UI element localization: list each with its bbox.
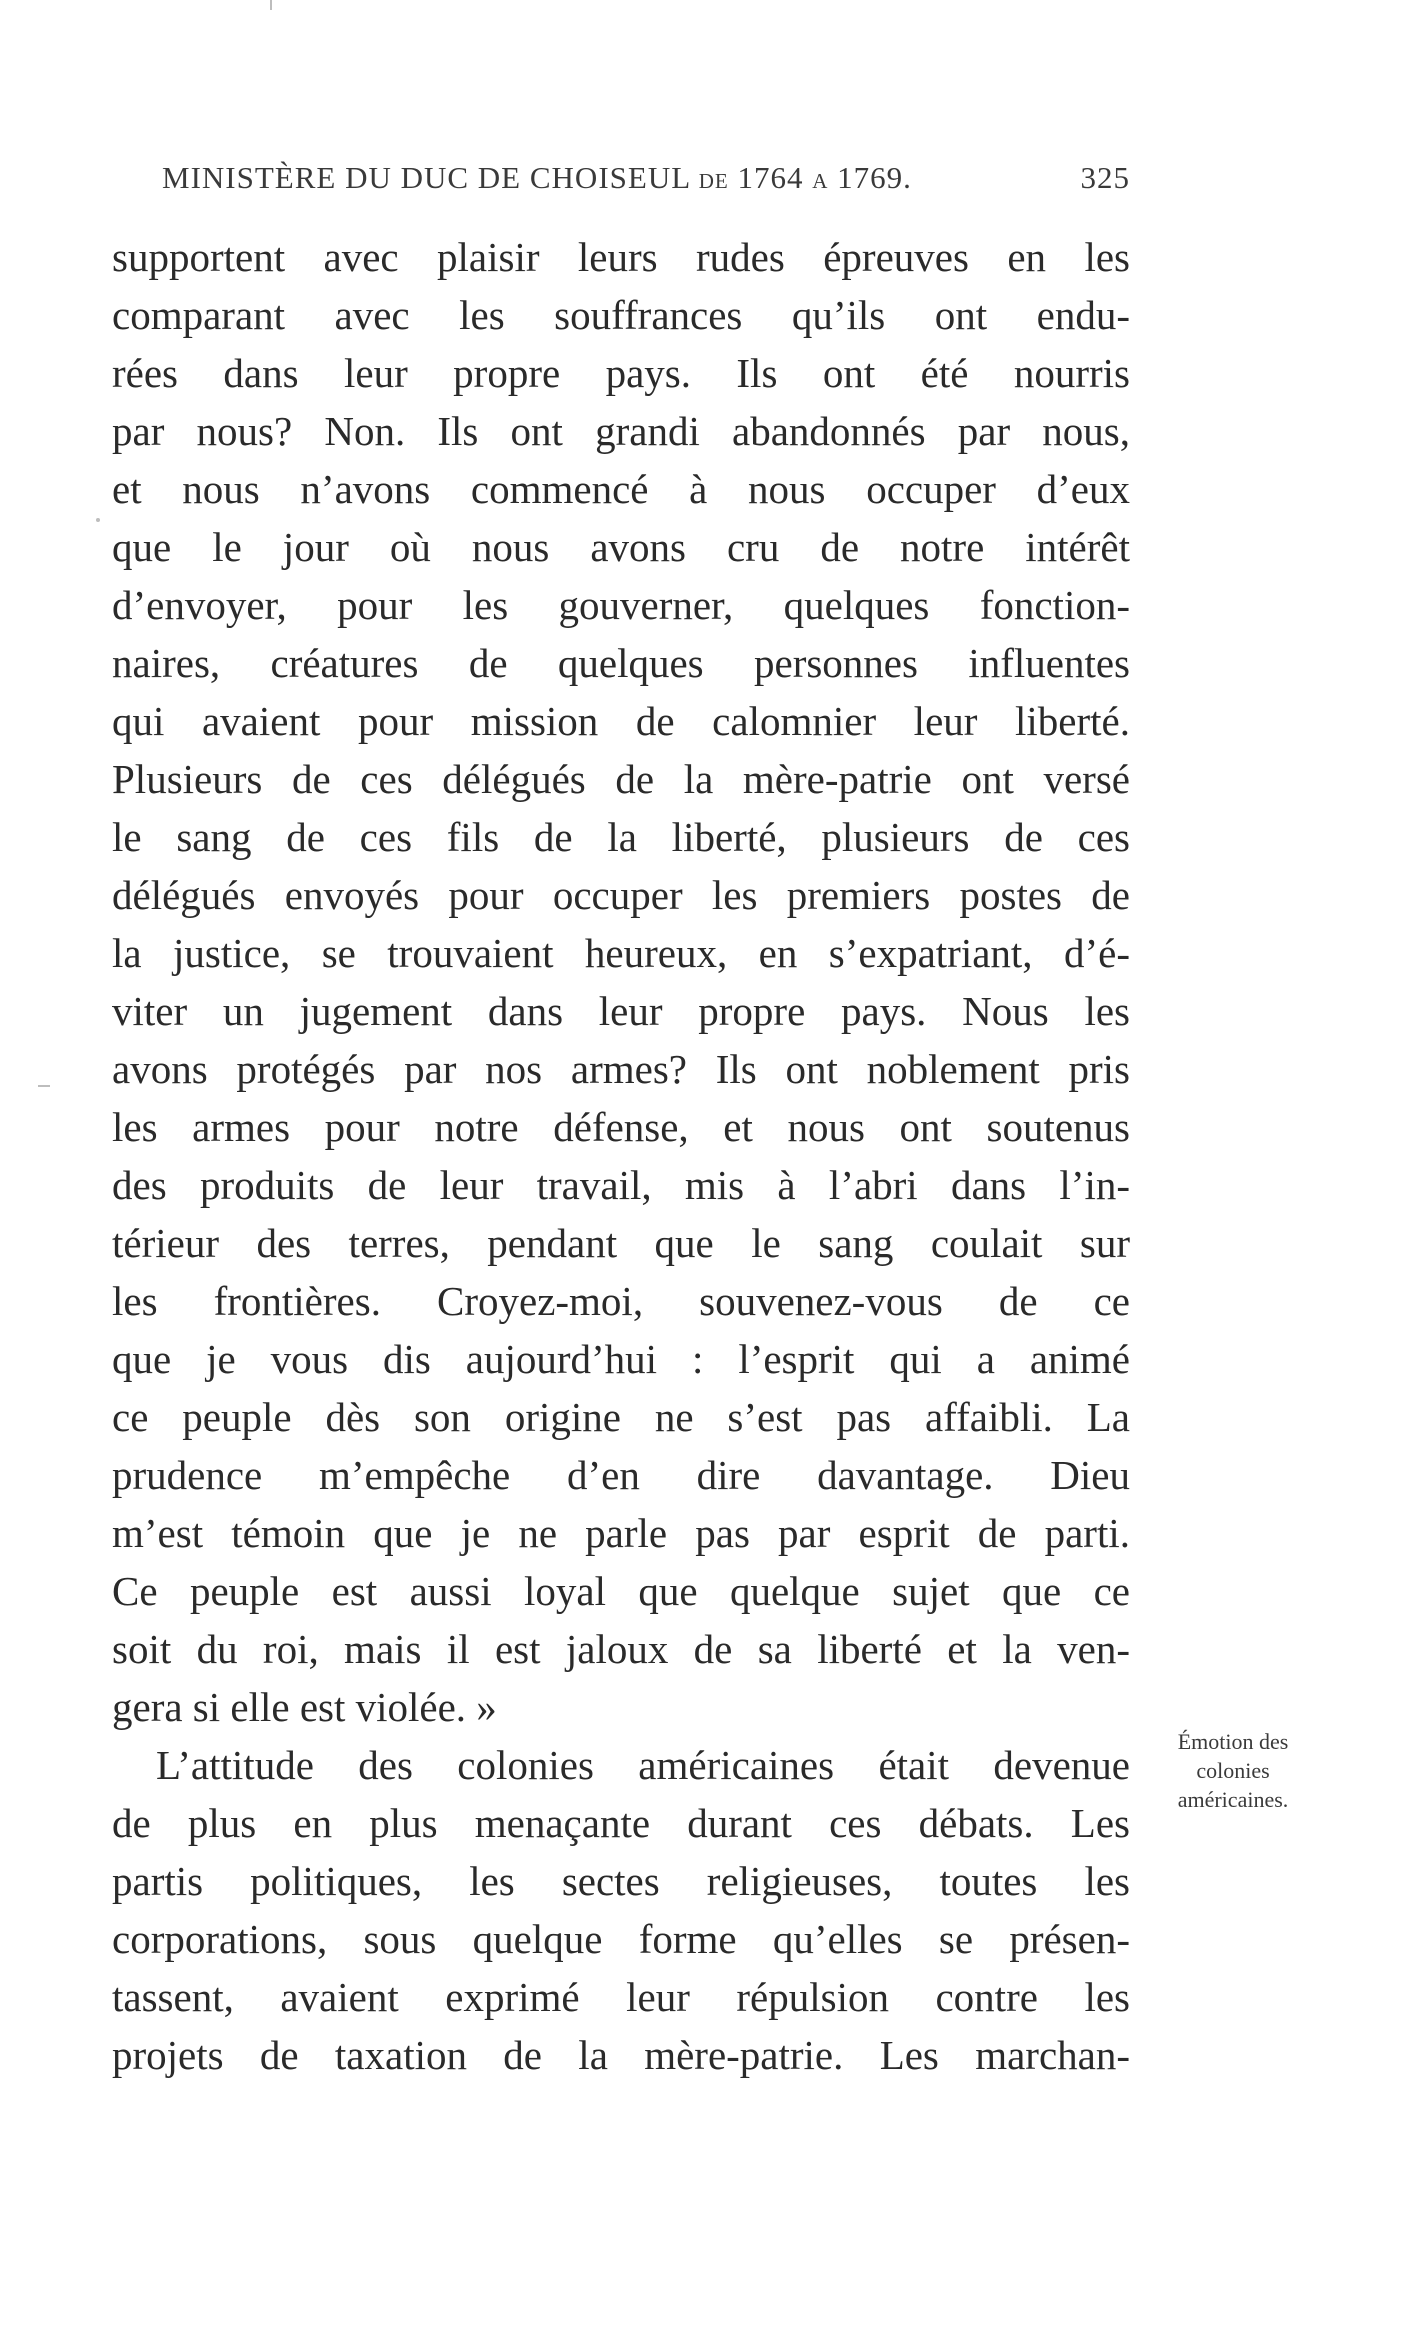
title-year-end: 1769. <box>828 160 912 195</box>
text-line: d’envoyer, pour les gouverner, quelques fonction- <box>112 582 1130 628</box>
text-line: viter un jugement dans leur propre pays. Nous les <box>112 988 1130 1034</box>
text-line: rées dans leur propre pays. Ils ont été nourris <box>112 350 1130 396</box>
text-line: partis politiques, les sectes religieuses, toutes les <box>112 1858 1130 1904</box>
margin-note-line: colonies <box>1196 1758 1270 1783</box>
title-main: MINISTÈRE DU DUC DE CHOISEUL <box>162 160 699 195</box>
text-line: corporations, sous quelque forme qu’elles se présen- <box>112 1916 1130 1962</box>
text-line: m’est témoin que je ne parle pas par esprit de parti. <box>112 1510 1130 1556</box>
text-line: soit du roi, mais il est jaloux de sa liberté et la ven- <box>112 1626 1130 1672</box>
text-line: supportent avec plaisir leurs rudes épreuves en les <box>112 234 1130 280</box>
body-text <box>112 228 1130 2084</box>
text-line: comparant avec les souffrances qu’ils ont endu- <box>112 292 1130 338</box>
paragraph-start-line: L’attitude des colonies américaines était devenue <box>156 1742 1130 1788</box>
text-line: par nous? Non. Ils ont grandi abandonnés par nous, <box>112 408 1130 454</box>
title-a: A <box>812 169 829 193</box>
margin-note-line: Émotion des <box>1177 1729 1289 1754</box>
page-number: 325 <box>1080 160 1130 195</box>
title-year-start: 1764 <box>728 160 813 195</box>
title-de: DE <box>698 169 729 193</box>
scan-speck <box>270 0 272 10</box>
text-line: térieur des terres, pendant que le sang coulait sur <box>112 1220 1130 1266</box>
text-line: Ce peuple est aussi loyal que quelque sujet que ce <box>112 1568 1130 1614</box>
margin-note-line: américaines. <box>1177 1787 1289 1812</box>
margin-note <box>1148 1727 1318 1814</box>
text-line: le sang de ces fils de la liberté, plusieurs de ces <box>112 814 1130 860</box>
running-head-title <box>162 160 912 196</box>
text-line: la justice, se trouvaient heureux, en s’expatriant, d’é- <box>112 930 1130 976</box>
text-line: avons protégés par nos armes? Ils ont noblement pris <box>112 1046 1130 1092</box>
text-line: naires, créatures de quelques personnes influentes <box>112 640 1130 686</box>
text-line: qui avaient pour mission de calomnier leur liberté. <box>112 698 1130 744</box>
text-line: gera si elle est violée. » <box>112 1684 497 1730</box>
text-line: Plusieurs de ces délégués de la mère-patrie ont versé <box>112 756 1130 802</box>
text-line: projets de taxation de la mère-patrie. Les marchan- <box>112 2032 1130 2078</box>
text-line: que je vous dis aujourd’hui : l’esprit qui a animé <box>112 1336 1130 1382</box>
text-line: de plus en plus menaçante durant ces débats. Les <box>112 1800 1130 1846</box>
text-line: que le jour où nous avons cru de notre intérêt <box>112 524 1130 570</box>
running-head <box>162 160 1130 206</box>
text-line: ce peuple dès son origine ne s’est pas affaibli. La <box>112 1394 1130 1440</box>
text-line: des produits de leur travail, mis à l’abri dans l’in- <box>112 1162 1130 1208</box>
text-line: délégués envoyés pour occuper les premiers postes de <box>112 872 1130 918</box>
text-line: les frontières. Croyez-moi, souvenez-vous de ce <box>112 1278 1130 1324</box>
text-line: les armes pour notre défense, et nous ont soutenus <box>112 1104 1130 1150</box>
text-line: et nous n’avons commencé à nous occuper d’eux <box>112 466 1130 512</box>
text-line: tassent, avaient exprimé leur répulsion contre les <box>112 1974 1130 2020</box>
scan-speck <box>96 518 100 522</box>
text-line: prudence m’empêche d’en dire davantage. Dieu <box>112 1452 1130 1498</box>
scan-speck <box>38 1085 50 1087</box>
